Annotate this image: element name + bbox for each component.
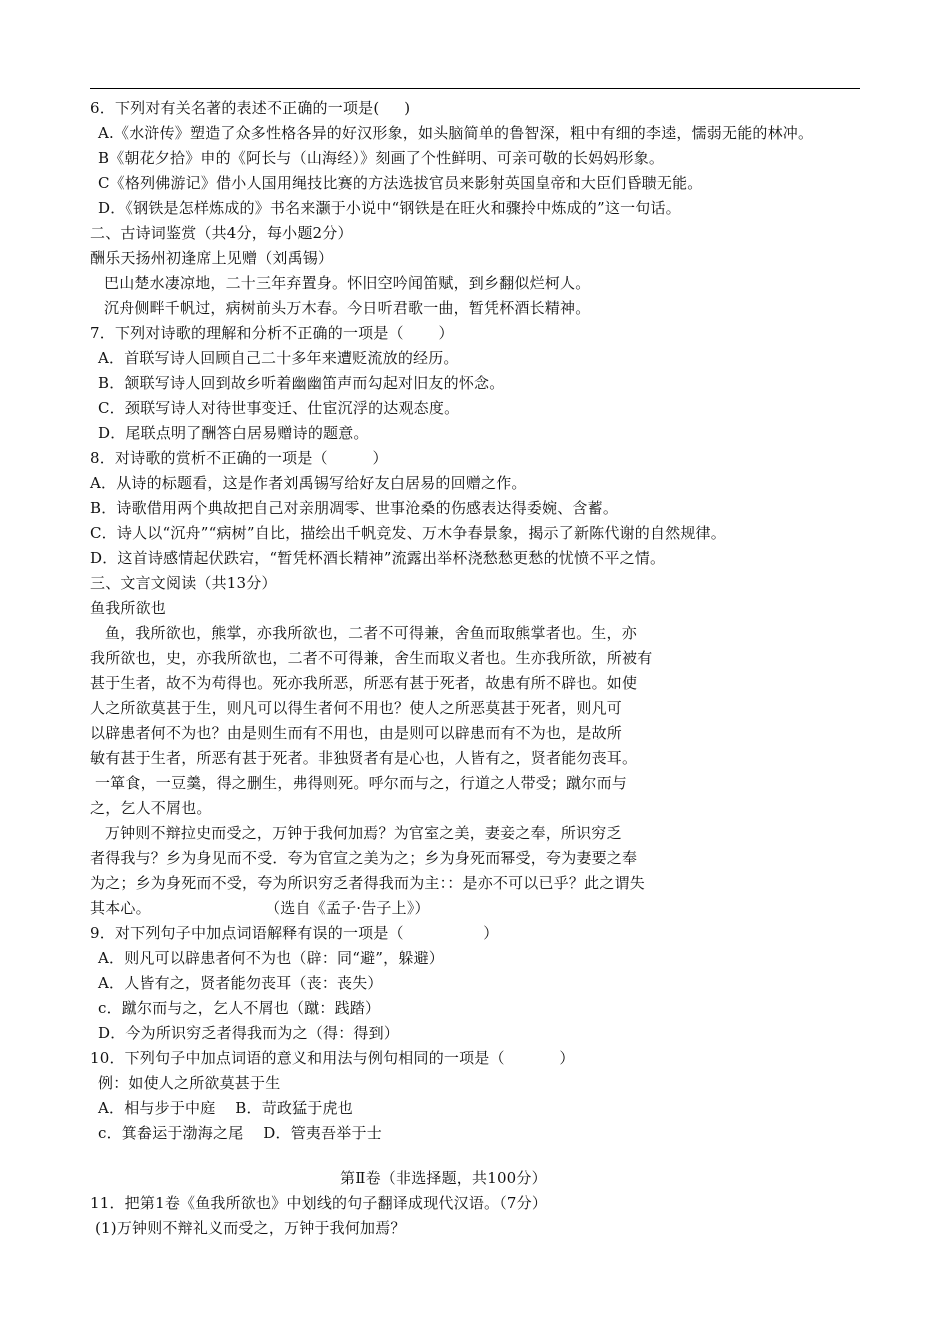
- passage-line: 者得我与？乡为身见而不受．夸为官宣之美为之；乡为身死而幂受，夸为妻要之奉: [90, 849, 638, 867]
- q9-option-c: c．蹴尔而与之，乞人不屑也（蹴：践踏）: [98, 999, 381, 1017]
- q7-option-b: B．颔联写诗人回到故乡听着幽幽笛声而勾起对旧友的怀念。: [98, 374, 505, 392]
- q11-item-1: (1)万钟则不辩礼义而受之，万钟于我何加焉？: [90, 1219, 406, 1237]
- q9-option-b: A．人皆有之，贤者能勿丧耳（丧：丧失）: [98, 974, 383, 992]
- q6-option-c: C《格列佛游记》借小人国用绳技比赛的方法选拔官员来影射英国皇帝和大臣们昏聩无能。: [98, 174, 703, 192]
- exam-page: [90, 96, 870, 1241]
- passage-line: 甚于生者，故不为苟得也。死亦我所恶，所恶有甚于死者，故患有所不辟也。如使: [90, 674, 638, 692]
- q8-option-b: B．诗歌借用两个典故把自己对亲朋凋零、世事沧桑的伤感表达得委婉、含蓄。: [90, 499, 619, 517]
- q9-stem: 9．对下列句子中加点词语解释有误的一项是（ ）: [90, 924, 499, 942]
- part2-heading: 第Ⅱ卷（非选择题，共100分）: [340, 1169, 547, 1187]
- q9-option-a: A．则凡可以辟患者何不为也（辟：同“避”，躲避）: [98, 949, 444, 967]
- q10-example: 例：如使人之所欲莫甚于生: [98, 1074, 281, 1092]
- q7-option-c: C．颈联写诗人对待世事变迁、仕宦沉浮的达观态度。: [98, 399, 460, 417]
- q7-option-d: D．尾联点明了酬答白居易赠诗的题意。: [98, 424, 369, 442]
- poem-line-2: 沉舟侧畔千帆过，病树前头万木春。今日听君歌一曲，暂凭杯酒长精神。: [104, 299, 591, 317]
- q8-stem: 8．对诗歌的赏析不正确的一项是（ ）: [90, 449, 388, 467]
- q6-option-b: B《朝花夕拾》申的《阿长与（山海经）》刻画了个性鲜明、可亲可敬的长妈妈形象。: [98, 149, 665, 167]
- q8-option-c: C．诗人以“沉舟”“病树”自比，描绘出千帆竞发、万木争春景象，揭示了新陈代谢的自然规律。: [90, 524, 726, 542]
- q10-stem: 10．下列句子中加点词语的意义和用法与例句相同的一项是（ ）: [90, 1049, 575, 1067]
- passage-title: 鱼我所欲也: [90, 599, 167, 617]
- header-rule: [90, 88, 860, 89]
- passage-line: 人之所欲莫甚于生，则凡可以得生者何不用也？使人之所恶莫甚于死者，则凡可: [90, 699, 623, 717]
- q7-option-a: A．首联写诗人回顾自己二十多年来遭贬流放的经历。: [98, 349, 459, 367]
- q11-stem: 11．把第1卷《鱼我所欲也》中划线的句子翻译成现代汉语。（7分）: [90, 1194, 548, 1212]
- q10-options-ab: A．相与步于中庭 B．苛政猛于虎也: [98, 1099, 353, 1117]
- q7-stem: 7．下列对诗歌的理解和分析不正确的一项是（ ）: [90, 324, 454, 342]
- q6-stem: 6．下列对有关名著的表述不正确的一项是( ): [90, 99, 411, 117]
- q6-option-a: A.《水浒传》塑造了众多性格各异的好汉形象，如头脑简单的鲁智深，粗中有细的李逵，懦弱无能的林冲。: [98, 124, 814, 142]
- passage-line: 以辟患者何不为也？由是则生而有不用也，由是则可以辟患而有不为也，是故所: [90, 724, 623, 742]
- passage-line: 一箪食，一豆羹，得之删生，弗得则死。呼尔而与之，行道之人带受；蹴尔而与: [90, 774, 627, 792]
- q8-option-d: D．这首诗感情起伏跌宕，“暂凭杯酒长精神”流露出举杯浇愁愁更愁的忧愤不平之情。: [90, 549, 666, 567]
- q9-option-d: D．今为所识穷乏者得我而为之（得：得到）: [98, 1024, 400, 1042]
- poem-line-1: 巴山楚水凄凉地，二十三年弃置身。怀旧空吟闻笛赋，到乡翻似烂柯人。: [104, 274, 591, 292]
- passage-line: 敏有甚于生者，所恶有甚于死者。非独贤者有是心也，人皆有之，贤者能勿丧耳。: [90, 749, 638, 767]
- passage-line: 万钟则不辩拉史而受之，万钟于我何加焉？为官室之美，妻妾之奉，所识穷乏: [90, 824, 622, 842]
- poem-title: 酬乐天扬州初逢席上见赠（刘禹锡）: [90, 249, 334, 267]
- q10-options-cd: c．箕畚运于渤海之尾 D．管夷吾举于士: [98, 1124, 382, 1142]
- q8-option-a: A．从诗的标题看，这是作者刘禹锡写给好友白居易的回赠之作。: [90, 474, 527, 492]
- passage-line: 为之；乡为身死而不受，夸为所识穷乏者得我而为主：：是亦不可以已乎？此之谓失: [90, 874, 645, 892]
- passage-line: 其本心。 （选自《孟子·告子上》）: [90, 899, 430, 917]
- q6-option-d: D．《钢铁是怎样炼成的》书名来灏于小说中“钢铁是在旺火和骤拎中炼成的”这一句话。: [98, 199, 681, 217]
- passage-line: 鱼，我所欲也，熊掌，亦我所欲也，二者不可得兼，舍鱼而取熊掌者也。生，亦: [90, 624, 637, 642]
- section3-heading: 三、文言文阅读（共13分）: [90, 574, 277, 592]
- section2-heading: 二、古诗词鉴赏（共4分，每小题2分）: [90, 224, 353, 242]
- passage-line: 之，乞人不屑也。: [90, 799, 212, 817]
- passage-line: 我所欲也，史，亦我所欲也，二者不可得兼，舍生而取义者也。生亦我所欲，所被有: [90, 649, 653, 667]
